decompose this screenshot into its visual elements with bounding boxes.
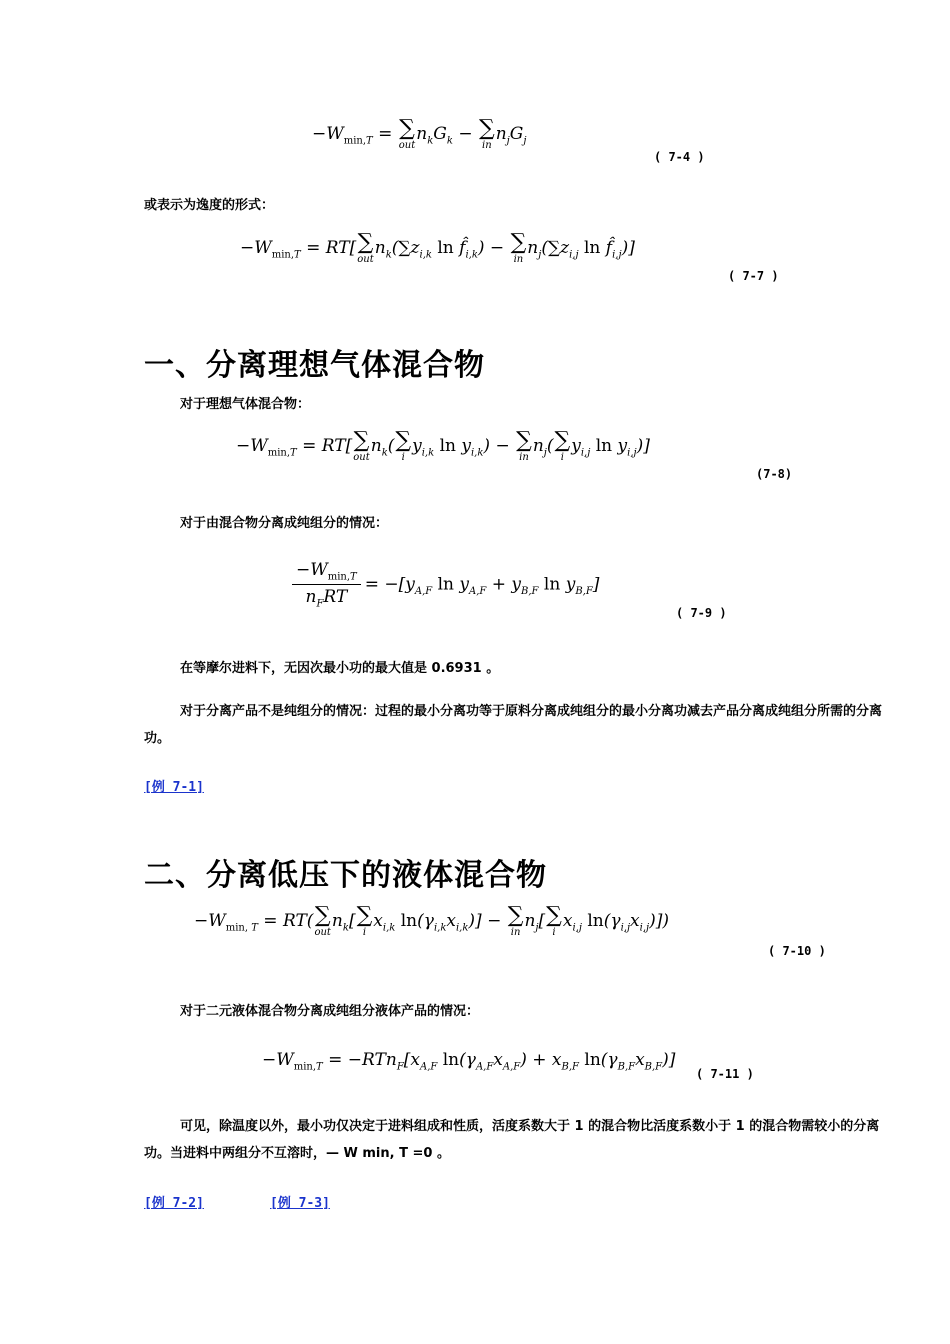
fugacity-intro-text: 或表示为逸度的形式： (144, 198, 275, 213)
example-7-2-link[interactable]: [例 7-2] (144, 1196, 204, 1211)
equation-7-9: $\frac{-W_{min,T}}{n_FRT}$ = $-[y_{A,F}$ $\ln y_{A,F} + y_{B,F}$ $\ln y_{B,F}$] (292, 560, 599, 610)
equation-number-7-8: (7-8) (756, 467, 793, 481)
equation-number-7-10: ( 7-10 ) (768, 944, 826, 958)
pure-components-intro-text: 对于由混合物分离成纯组分的情况： (180, 516, 389, 531)
example-7-1-link[interactable]: [例 7-1] (144, 780, 204, 795)
equation-number-7-4: ( 7-4 ) (654, 150, 705, 164)
equation-number-7-7: ( 7-7 ) (728, 269, 779, 283)
equation-number-7-11: ( 7-11 ) (696, 1067, 754, 1081)
non-pure-paragraph: 对于分离产品不是纯组分的情况：过程的最小分离功等于原料分离成纯组分的最小分离功减去产品分离成纯组分所需的分离功。 (144, 704, 883, 746)
section-heading-ideal-gas: 一、分离理想气体混合物 (144, 348, 485, 383)
equation-7-10: $-W_{min, T} = RT$( ∑ out $n_k$[ ∑ i $x_{i,k}$ $\ln(\gamma_{i,k}x_{i,k})$] − ∑ in $n_j$[ ∑ i $x_{i,j}$ $\ln(\gamma_{i,j}x_{i,j})$]) (194, 903, 670, 938)
equation-7-7: $-W_{min,T} = RT$[ ∑ out $n_k(\sum z_{i,k}$ $\ln f̂_{i,k}$) − ∑ in $n_j(\sum z_{i,j}$ $\ln f̂_{i,j}$)] (240, 230, 635, 265)
equation-7-8: $-W_{min,T} = RT$[ ∑ out $n_k$( ∑ i $y_{i,k}$ $\ln y_{i,k}$) − ∑ in $n_j$( ∑ i $y_{i,j}$ $\ln y_{i,j}$)] (236, 428, 650, 463)
max-value-text: 在等摩尔进料下，无因次最小功的最大值是 0.6931 。 (180, 661, 500, 676)
example-7-3-link[interactable]: [例 7-3] (270, 1196, 330, 1211)
binary-liquid-intro-text: 对于二元液体混合物分离成纯组分液体产品的情况： (180, 1004, 480, 1019)
equation-7-4: $-W_{min,T}$ = ∑ out $n_kG_k$ − ∑ in $n_jG_j$ (312, 116, 527, 151)
equation-7-11: $-W_{min,T} = -RTn_F[x_{A,F}$ $\ln(\gamma_{A,F}x_{A,F}) + x_{B,F}$ $\ln(\gamma_{B,F}x_{B,F})$] (262, 1050, 676, 1073)
equation-number-7-9: ( 7-9 ) (676, 606, 727, 620)
ideal-gas-intro-text: 对于理想气体混合物： (180, 397, 311, 412)
section-heading-liquid: 二、分离低压下的液体混合物 (144, 858, 547, 893)
conclusion-paragraph: 可见，除温度以外，最小功仅决定于进料组成和性质，活度系数大于 1 的混合物比活度系数小于 1 的混合物需较小的分离功。当进料中两组分不互溶时，— W min, T =0 。 (144, 1119, 880, 1161)
